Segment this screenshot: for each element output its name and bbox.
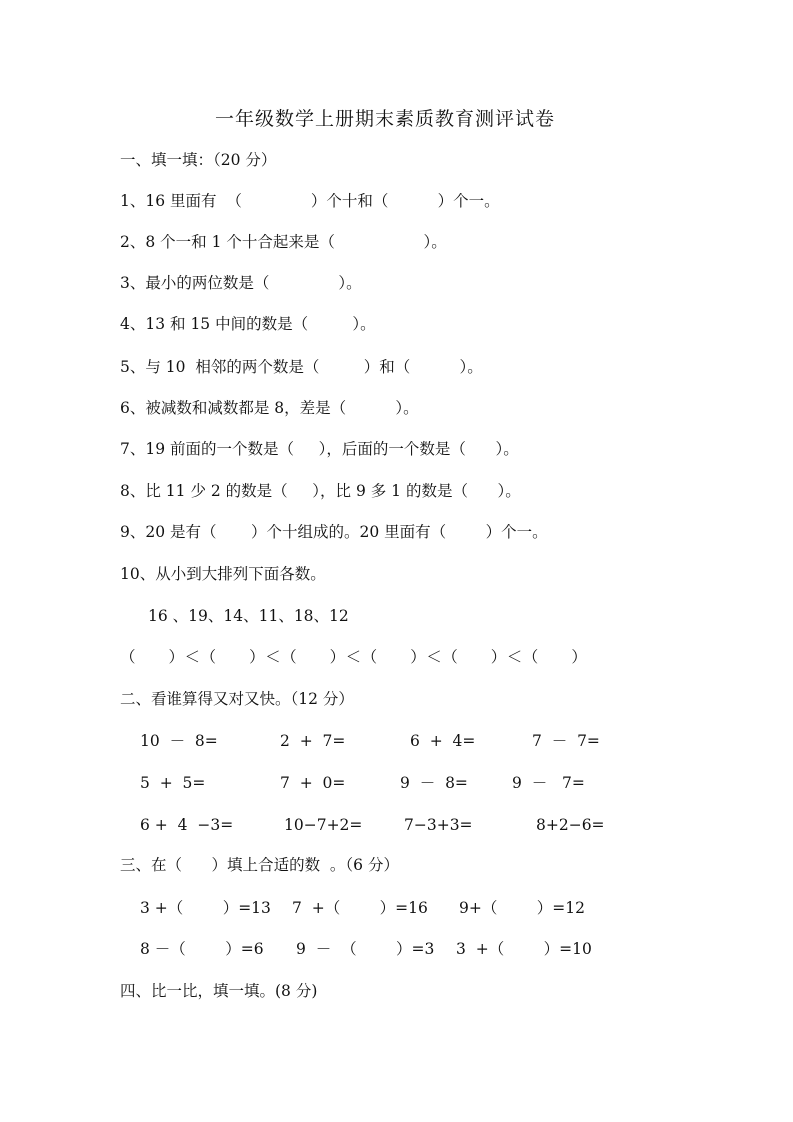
calc-r1-c3: 6 + 4=	[410, 732, 476, 750]
numbers-to-sort: 16 、19、14、11、18、12	[148, 607, 349, 625]
calc-r2-c2: 7 + 0=	[280, 774, 346, 792]
question-6: 6、被减数和减数都是 8，差是（ ）。	[120, 399, 419, 417]
section-4-heading: 四、比一比，填一填。(8 分)	[120, 982, 318, 1000]
fill-r1-c3: 9+（ ）=12	[459, 899, 585, 917]
calc-r1-c4: 7 － 7=	[532, 732, 600, 750]
fill-r2-c1: 8 －（ ）=6	[140, 940, 264, 958]
calc-r1-c1: 10 － 8=	[140, 732, 218, 750]
question-9: 9、20 是有（ ）个十组成的。20 里面有（ ）个一。	[120, 523, 548, 541]
calc-r1-c2: 2 + 7=	[280, 732, 346, 750]
question-10: 10、从小到大排列下面各数。	[120, 565, 326, 583]
calc-r2-c4: 9 － 7=	[512, 774, 585, 792]
section-3-heading: 三、在（ ）填上合适的数 。（6 分）	[120, 856, 399, 874]
question-3: 3、最小的两位数是（ ）。	[120, 274, 362, 292]
section-2-heading: 二、看谁算得又对又快。（12 分）	[120, 690, 354, 708]
question-1: 1、16 里面有 （ ）个十和（ ）个一。	[120, 192, 500, 210]
question-5: 5、与 10 相邻的两个数是（ ）和（ ）。	[120, 358, 483, 376]
question-2: 2、8 个一和 1 个十合起来是（ ）。	[120, 233, 447, 251]
calc-r3-c4: 8+2−6=	[536, 816, 605, 834]
question-4: 4、13 和 15 中间的数是（ ）。	[120, 315, 376, 333]
calc-r3-c3: 7−3+3=	[404, 816, 473, 834]
fill-r2-c3: 3 +（ ）=10	[456, 940, 592, 958]
sort-blanks: （ ）＜（ ）＜（ ）＜（ ）＜（ ）＜（ ）	[120, 648, 588, 666]
page-title: 一年级数学上册期末素质教育测评试卷	[215, 108, 556, 130]
calc-r3-c2: 10−7+2=	[284, 816, 363, 834]
question-8: 8、比 11 少 2 的数是（ ），比 9 多 1 的数是（ ）。	[120, 482, 521, 500]
fill-r1-c2: 7 +（ ）=16	[292, 899, 428, 917]
fill-r2-c2: 9 － （ ）=3	[296, 940, 435, 958]
calc-r2-c3: 9 － 8=	[400, 774, 468, 792]
calc-r3-c1: 6 + 4 −3=	[140, 816, 234, 834]
fill-r1-c1: 3 +（ ）=13	[140, 899, 271, 917]
section-1-heading: 一、填一填：（20 分）	[120, 151, 277, 169]
question-7: 7、19 前面的一个数是（ ），后面的一个数是（ ）。	[120, 440, 519, 458]
calc-r2-c1: 5 + 5=	[140, 774, 206, 792]
